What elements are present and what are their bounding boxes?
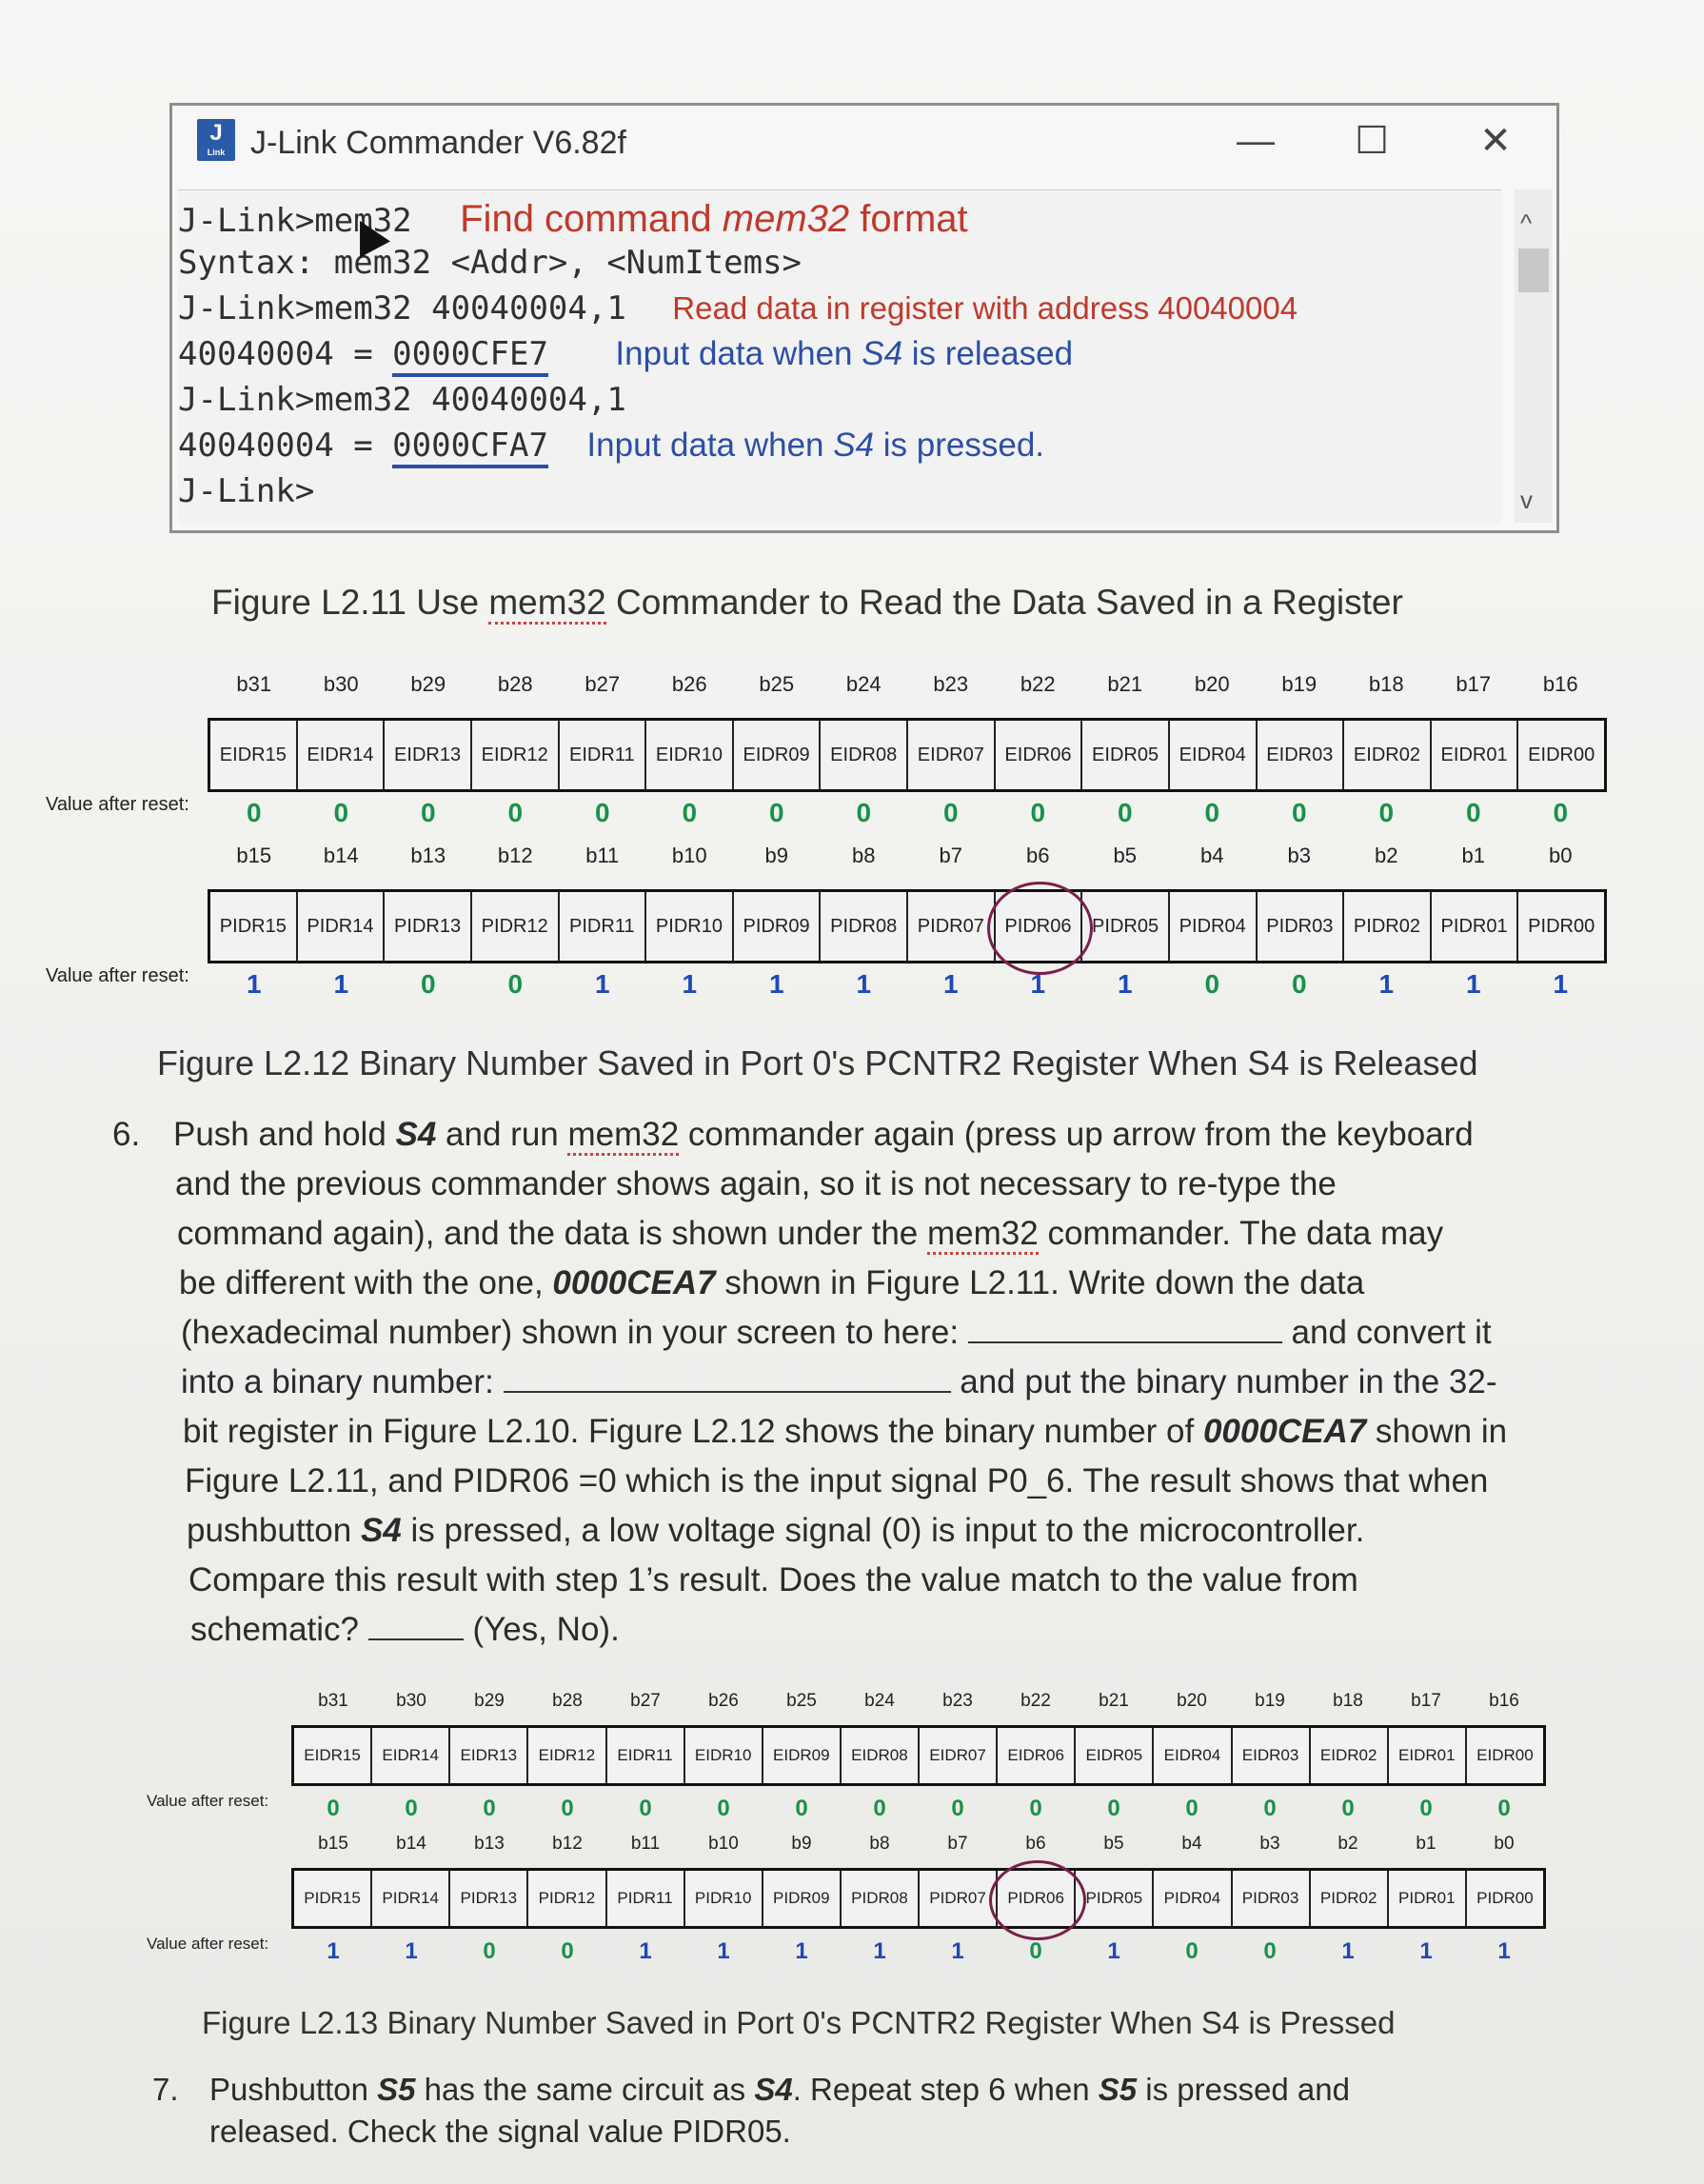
register-field: PIDR12 [472, 892, 560, 961]
register-field: EIDR05 [1082, 721, 1170, 789]
step-6-line-5: (hexadecimal number) shown in your screen to here: and convert it [181, 1314, 1492, 1351]
bit-value-lower: 1 [1341, 1938, 1355, 1964]
step-6-line-3: command again), and the data is shown under the mem32 commander. The data may [177, 1215, 1443, 1253]
register-field: PIDR03 [1233, 1871, 1311, 1926]
bit-label-lower: b4 [1200, 844, 1224, 867]
bit-value-upper: 0 [1107, 1796, 1120, 1821]
bit-label-lower: b1 [1461, 844, 1485, 867]
step-6-line-11: schematic? (Yes, No). [190, 1611, 620, 1648]
bit-label-upper: b19 [1255, 1691, 1285, 1711]
register-field: PIDR08 [821, 892, 908, 961]
register-field: EIDR02 [1311, 1728, 1389, 1783]
binary-answer-blank[interactable] [504, 1391, 951, 1393]
register-field: PIDR15 [210, 892, 298, 961]
bit-label-lower: b13 [474, 1834, 505, 1854]
register-field: PIDR09 [763, 1871, 842, 1926]
bit-label-lower: b7 [939, 844, 962, 867]
bit-label-lower: b10 [671, 844, 707, 867]
bit-label-upper: b23 [942, 1691, 973, 1711]
bit-label-lower: b5 [1113, 844, 1137, 867]
console-line-2: Syntax: mem32 <Addr>, <NumItems> [178, 244, 802, 282]
annotation-read-data: Read data in register with address 40040004 [672, 290, 1298, 326]
register-field: PIDR13 [385, 892, 472, 961]
bit-value-lower: 1 [333, 969, 349, 999]
bit-value-upper: 0 [1497, 1796, 1511, 1821]
bit-value-lower: 0 [1291, 969, 1307, 999]
register-field: EIDR12 [528, 1728, 606, 1783]
bit-value-upper: 0 [682, 798, 698, 827]
register-field: PIDR05 [1076, 1871, 1154, 1926]
bit-label-lower: b12 [497, 844, 533, 867]
bit-value-upper: 0 [246, 798, 262, 827]
bit-value-upper: 0 [420, 798, 436, 827]
bit-label-upper: b22 [1020, 672, 1056, 696]
register-field: EIDR06 [998, 1728, 1076, 1783]
step-6-line-9: pushbutton S4 is pressed, a low voltage signal (0) is input to the microcontroller. [187, 1512, 1365, 1549]
bit-label-upper: b24 [845, 672, 882, 696]
bit-label-upper: b29 [474, 1691, 505, 1711]
bit-label-lower: b6 [1026, 844, 1050, 867]
vertical-scrollbar[interactable] [1515, 189, 1553, 523]
register-field: EIDR10 [685, 1728, 763, 1783]
register-field: PIDR00 [1528, 916, 1595, 937]
register-field: PIDR00 [1476, 1889, 1534, 1907]
value-after-reset-label: Value after reset: [147, 1792, 269, 1810]
scroll-down-icon[interactable]: v [1520, 486, 1533, 514]
value-pressed: 0000CFA7 [392, 427, 548, 468]
register-field: EIDR13 [450, 1728, 528, 1783]
bit-label-lower: b2 [1337, 1834, 1358, 1854]
bit-value-lower: 1 [246, 969, 262, 999]
register-field: EIDR04 [1154, 1728, 1232, 1783]
bit-value-lower: 1 [717, 1938, 730, 1964]
bit-label-upper: b26 [708, 1691, 739, 1711]
step-6-line-7: bit register in Figure L2.10. Figure L2.12 shows the binary number of 0000CEA7 shown in [183, 1413, 1508, 1450]
bit-value-upper: 0 [1030, 798, 1046, 827]
bit-value-upper: 0 [1419, 1796, 1433, 1821]
bit-value-lower: 1 [639, 1938, 652, 1964]
register-field: EIDR03 [1258, 721, 1345, 789]
register-field: PIDR03 [1258, 892, 1345, 961]
value-after-reset-label: Value after reset: [46, 965, 189, 986]
bit-label-upper: b21 [1099, 1691, 1129, 1711]
bit-value-upper: 0 [1185, 1796, 1199, 1821]
register-field: EIDR14 [298, 721, 386, 789]
bit-label-lower: b6 [1025, 1834, 1046, 1854]
window-title: J-Link Commander V6.82f [250, 125, 626, 161]
register-field: PIDR02 [1311, 1871, 1389, 1926]
bit-label-lower: b8 [869, 1834, 890, 1854]
register-field: PIDR10 [646, 892, 734, 961]
bit-value-upper: 0 [507, 798, 524, 827]
bit-label-lower: b9 [764, 844, 788, 867]
bit-label-lower: b10 [708, 1834, 739, 1854]
bit-label-upper: b31 [236, 672, 272, 696]
bit-label-upper: b28 [552, 1691, 583, 1711]
scroll-thumb[interactable] [1518, 248, 1549, 292]
bit-label-upper: b25 [759, 672, 795, 696]
register-field: PIDR02 [1344, 892, 1432, 961]
bit-value-upper: 0 [873, 1796, 886, 1821]
step-7-line-1: Pushbutton S5 has the same circuit as S4. Repeat step 6 when S5 is pressed and [209, 2072, 1350, 2107]
bit-label-upper: b17 [1456, 672, 1492, 696]
step-6-line-6: into a binary number: and put the binary number in the 32- [181, 1363, 1497, 1400]
bit-value-upper: 0 [1378, 798, 1395, 827]
register-field: EIDR11 [607, 1728, 685, 1783]
register-field: PIDR04 [1154, 1871, 1232, 1926]
register-field: EIDR09 [734, 721, 822, 789]
register-field: PIDR12 [528, 1871, 606, 1926]
bit-label-lower: b12 [552, 1834, 583, 1854]
pidr06-highlight-ring [987, 882, 1094, 975]
bit-label-upper: b28 [497, 672, 533, 696]
bit-label-upper: b27 [585, 672, 621, 696]
register-field: EIDR04 [1170, 721, 1258, 789]
bit-value-lower: 1 [942, 969, 959, 999]
register-row-lower [208, 889, 1607, 963]
register-field: EIDR07 [920, 1728, 998, 1783]
register-field: EIDR01 [1389, 1728, 1467, 1783]
bit-label-upper: b29 [410, 672, 446, 696]
register-field: EIDR12 [472, 721, 560, 789]
console-line-4: 40040004 = 0000CFE7 Input data when S4 is released [178, 335, 1073, 373]
bit-value-upper: 0 [1029, 1796, 1042, 1821]
register-field: EIDR11 [560, 721, 647, 789]
bit-value-lower: 1 [1465, 969, 1481, 999]
bit-value-lower: 1 [856, 969, 872, 999]
bit-value-upper: 0 [1263, 1796, 1277, 1821]
register-field: PIDR09 [734, 892, 822, 961]
bit-value-upper: 0 [333, 798, 349, 827]
bit-label-lower: b8 [852, 844, 876, 867]
register-field: EIDR10 [646, 721, 734, 789]
register-field: PIDR10 [685, 1871, 763, 1926]
bit-value-lower: 0 [1029, 1938, 1042, 1964]
value-released: 0000CFE7 [392, 335, 548, 377]
register-field: EIDR13 [385, 721, 472, 789]
bit-value-upper: 0 [483, 1796, 496, 1821]
bit-label-upper: b22 [1020, 1691, 1051, 1711]
console-line-3: J-Link>mem32 40040004,1 Read data in register with address 40040004 [178, 289, 1298, 328]
console-line-5: J-Link>mem32 40040004,1 [178, 381, 626, 419]
register-field: EIDR09 [763, 1728, 842, 1783]
bit-value-upper: 0 [717, 1796, 730, 1821]
register-field: EIDR06 [996, 721, 1083, 789]
bit-label-lower: b14 [323, 844, 359, 867]
bit-value-lower: 1 [1030, 969, 1046, 999]
bit-value-upper: 0 [1553, 798, 1569, 827]
register-field: EIDR02 [1344, 721, 1432, 789]
title-bar [172, 106, 1556, 191]
bit-label-upper: b17 [1411, 1691, 1441, 1711]
register-field: EIDR00 [1528, 745, 1595, 765]
bit-value-lower: 1 [795, 1938, 808, 1964]
bit-label-lower: b11 [630, 1834, 661, 1854]
bit-value-upper: 0 [639, 1796, 652, 1821]
register-field: EIDR01 [1432, 721, 1519, 789]
register-field: PIDR14 [298, 892, 386, 961]
register-field: PIDR13 [450, 1871, 528, 1926]
bit-value-lower: 0 [561, 1938, 574, 1964]
bit-value-upper: 0 [942, 798, 959, 827]
figure-l2-12-caption: Figure L2.12 Binary Number Saved in Port 0's PCNTR2 Register When S4 is Released [157, 1043, 1478, 1082]
bit-value-lower: 1 [1553, 969, 1569, 999]
register-field: EIDR15 [210, 721, 298, 789]
value-after-reset-label: Value after reset: [46, 794, 189, 815]
bit-label-lower: b7 [947, 1834, 968, 1854]
register-field: PIDR14 [372, 1871, 450, 1926]
bit-label-upper: b16 [1542, 672, 1578, 696]
register-field: EIDR05 [1076, 1728, 1154, 1783]
bit-value-lower: 0 [420, 969, 436, 999]
bit-label-upper: b16 [1489, 1691, 1519, 1711]
bit-value-upper: 0 [1117, 798, 1133, 827]
figure-l2-13-caption: Figure L2.13 Binary Number Saved in Port 0's PCNTR2 Register When S4 is Pressed [202, 2005, 1396, 2040]
jlink-window [169, 103, 1559, 533]
bit-label-upper: b24 [864, 1691, 895, 1711]
bit-value-lower: 1 [1419, 1938, 1433, 1964]
maximize-icon[interactable]: ☐ [1355, 120, 1389, 162]
register-field: PIDR05 [1082, 892, 1170, 961]
register-row-upper [208, 718, 1607, 792]
yes-no-answer-blank[interactable] [368, 1638, 464, 1640]
bit-label-upper: b18 [1333, 1691, 1363, 1711]
annotation-find-format: Find command mem32 format [460, 198, 968, 240]
register-field: PIDR06 [996, 892, 1083, 961]
bit-value-lower: 0 [1204, 969, 1220, 999]
bit-value-lower: 1 [951, 1938, 964, 1964]
bit-label-upper: b20 [1194, 672, 1230, 696]
jlink-app-icon: J Link [197, 119, 235, 161]
bit-value-upper: 0 [795, 1796, 808, 1821]
bit-label-upper: b19 [1281, 672, 1318, 696]
register-row-upper [291, 1725, 1546, 1786]
bit-label-lower: b13 [410, 844, 446, 867]
console-line-1: J-Link>mem32 Find command mem32 format [178, 198, 968, 240]
step-6-line-4: be different with the one, 0000CEA7 shown in Figure L2.11. Write down the data [179, 1264, 1365, 1301]
bit-value-upper: 0 [856, 798, 872, 827]
bit-value-lower: 1 [1378, 969, 1395, 999]
scroll-up-icon[interactable]: ^ [1520, 208, 1533, 237]
bit-value-lower: 1 [405, 1938, 418, 1964]
register-field: EIDR00 [1476, 1746, 1534, 1764]
bit-value-upper: 0 [1465, 798, 1481, 827]
value-after-reset-label: Value after reset: [147, 1935, 269, 1953]
bit-label-lower: b5 [1103, 1834, 1124, 1854]
bit-value-upper: 0 [951, 1796, 964, 1821]
bit-label-upper: b21 [1107, 672, 1143, 696]
bit-value-upper: 0 [327, 1796, 340, 1821]
bit-label-lower: b4 [1181, 1834, 1202, 1854]
register-field: PIDR07 [920, 1871, 998, 1926]
register-field: PIDR08 [842, 1871, 920, 1926]
register-field: EIDR08 [842, 1728, 920, 1783]
register-field: PIDR11 [607, 1871, 685, 1926]
register-field: PIDR06 [998, 1871, 1076, 1926]
pidr06-highlight-ring [989, 1860, 1086, 1940]
bit-value-lower: 1 [1107, 1938, 1120, 1964]
hex-answer-blank[interactable] [968, 1341, 1282, 1343]
bit-label-lower: b0 [1494, 1834, 1515, 1854]
close-icon[interactable]: ✕ [1479, 120, 1512, 162]
bit-value-lower: 1 [594, 969, 610, 999]
register-field: PIDR01 [1432, 892, 1519, 961]
register-field: PIDR15 [294, 1871, 372, 1926]
step-7-line-2: released. Check the signal value PIDR05. [209, 2114, 791, 2149]
bit-value-upper: 0 [405, 1796, 418, 1821]
bit-label-lower: b9 [791, 1834, 812, 1854]
register-field: EIDR07 [908, 721, 996, 789]
register-field: PIDR04 [1170, 892, 1258, 961]
minimize-icon[interactable]: — [1237, 120, 1275, 162]
bit-value-upper: 0 [1204, 798, 1220, 827]
bit-label-upper: b26 [671, 672, 707, 696]
bit-value-lower: 1 [327, 1938, 340, 1964]
annotation-released: Input data when S4 is released [615, 335, 1074, 372]
register-field: PIDR01 [1389, 1871, 1467, 1926]
bit-value-upper: 0 [1291, 798, 1307, 827]
bit-value-lower: 1 [768, 969, 784, 999]
register-field: PIDR11 [560, 892, 647, 961]
bit-label-lower: b2 [1375, 844, 1398, 867]
bit-label-lower: b11 [585, 844, 620, 867]
figure-l2-11-caption: Figure L2.11 Use mem32 Commander to Read the Data Saved in a Register [211, 583, 1403, 623]
bit-value-lower: 0 [507, 969, 524, 999]
bit-label-lower: b1 [1416, 1834, 1437, 1854]
register-field: EIDR03 [1233, 1728, 1311, 1783]
bit-label-lower: b15 [236, 844, 272, 867]
bit-label-lower: b0 [1549, 844, 1573, 867]
step-6-line-10: Compare this result with step 1’s result. Does the value match to the value from [188, 1561, 1358, 1598]
bit-label-upper: b25 [786, 1691, 817, 1711]
step-6-line-1: Push and hold S4 and run mem32 commander again (press up arrow from the keyboard [173, 1116, 1474, 1154]
annotation-pressed: Input data when S4 is pressed. [586, 427, 1045, 464]
bit-label-lower: b3 [1259, 1834, 1280, 1854]
bit-label-lower: b3 [1287, 844, 1311, 867]
bit-value-lower: 1 [682, 969, 698, 999]
bit-label-lower: b14 [396, 1834, 426, 1854]
console-line-6: 40040004 = 0000CFA7 Input data when S4 is pressed. [178, 427, 1044, 465]
bit-value-lower: 1 [873, 1938, 886, 1964]
bit-value-upper: 0 [594, 798, 610, 827]
bit-value-upper: 0 [768, 798, 784, 827]
bit-label-upper: b30 [396, 1691, 426, 1711]
step-6-number: 6. [112, 1116, 141, 1153]
bit-value-lower: 0 [1263, 1938, 1277, 1964]
step-6-line-2: and the previous commander shows again, so it is not necessary to re-type the [175, 1165, 1337, 1202]
bit-value-lower: 1 [1497, 1938, 1511, 1964]
bit-value-upper: 0 [1341, 1796, 1355, 1821]
bit-value-upper: 0 [561, 1796, 574, 1821]
register-field: EIDR14 [372, 1728, 450, 1783]
step-6-line-8: Figure L2.11, and PIDR06 =0 which is the input signal P0_6. The result shows that when [185, 1462, 1489, 1499]
register-field: EIDR15 [294, 1728, 372, 1783]
bit-label-lower: b15 [318, 1834, 348, 1854]
step-7-number: 7. [152, 2072, 179, 2107]
console-prompt: J-Link> [178, 472, 315, 510]
bit-label-upper: b23 [933, 672, 969, 696]
bit-label-upper: b31 [318, 1691, 348, 1711]
register-field: EIDR08 [821, 721, 908, 789]
bit-value-lower: 0 [483, 1938, 496, 1964]
bit-label-upper: b27 [630, 1691, 661, 1711]
register-field: PIDR07 [908, 892, 996, 961]
bit-label-upper: b18 [1368, 672, 1404, 696]
bit-label-upper: b30 [323, 672, 359, 696]
bit-label-upper: b20 [1177, 1691, 1207, 1711]
bit-value-lower: 1 [1117, 969, 1133, 999]
register-row-lower [291, 1868, 1546, 1929]
bit-value-lower: 0 [1185, 1938, 1199, 1964]
